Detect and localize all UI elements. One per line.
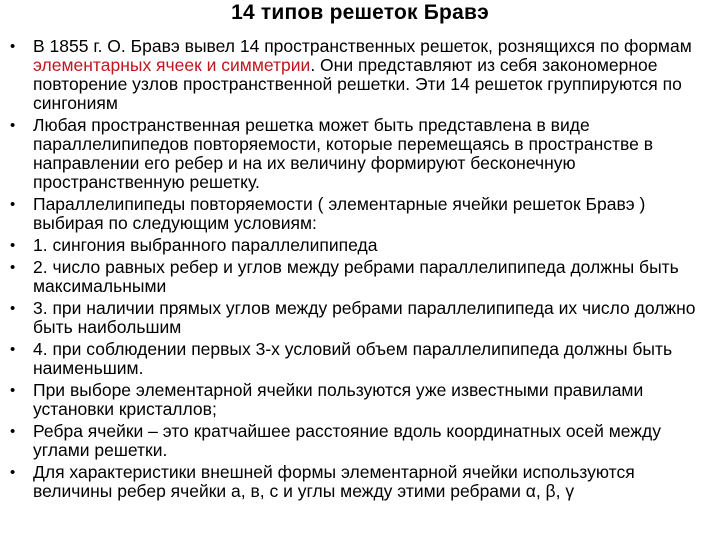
- bullet-text: 1. сингония выбранного параллелипипеда: [33, 235, 378, 255]
- highlighted-term: элементарных ячеек и симметрии: [33, 55, 311, 75]
- bullet-text: . Они представляют из себя закономерное повторение узлов пространственной решетки. Эти 14 решеток группируются по сингониям: [33, 55, 682, 113]
- bullet-dot-icon: •: [10, 423, 16, 440]
- bullet-item-crystal-setup-rules: [10, 381, 715, 419]
- bullet-dot-icon: •: [10, 38, 16, 55]
- bullet-text: Ребра ячейки – это кратчайшее расстояние вдоль координатных осей между углами решетки.: [33, 421, 661, 460]
- bullet-item-condition-2: [10, 258, 715, 296]
- bullet-dot-icon: •: [10, 237, 16, 254]
- bullet-text: 2. число равных ребер и углов между ребрами параллелипипеда должны быть максимальными: [33, 257, 679, 296]
- bullet-item-selection-conditions: [10, 195, 715, 233]
- bullet-item-lattices-intro: [10, 37, 715, 113]
- bullet-dot-icon: •: [10, 341, 16, 358]
- bullet-item-repeat-parallelepipeds: [10, 116, 715, 192]
- bullet-dot-icon: •: [10, 382, 16, 399]
- bullet-dot-icon: •: [10, 300, 16, 317]
- bullet-item-cell-parameters: [10, 463, 715, 501]
- bullet-item-cell-edges: [10, 422, 715, 460]
- bullet-dot-icon: •: [10, 259, 16, 276]
- bullet-text: Параллелипипеды повторяемости ( элементарные ячейки решеток Бравэ ) выбирая по следующим условиям:: [33, 194, 646, 233]
- bullet-item-condition-4: [10, 340, 715, 378]
- bullet-text: Для характеристики внешней формы элементарной ячейки используются величины ребер ячейки a, в, с и углы между этими ребрами α, β, γ: [33, 462, 635, 501]
- bullet-dot-icon: •: [10, 196, 16, 213]
- bullet-text: В 1855 г. О. Бравэ вывел 14 пространственных решеток, рознящихся по формам: [33, 36, 692, 56]
- bullet-text: При выборе элементарной ячейки пользуются уже известными правилами установки кристаллов;: [33, 380, 644, 419]
- bullet-dot-icon: •: [10, 117, 16, 134]
- slide-title: 14 типов решеток Бравэ: [231, 1, 489, 24]
- bullet-item-condition-1: [10, 236, 715, 255]
- bullet-text: 4. при соблюдении первых 3-х условий объем параллелипипеда должны быть наименьшим.: [33, 339, 673, 378]
- bullet-text: Любая пространственная решетка может быть представлена в виде параллелипипедов повторяемости, которые перемещаясь в пространстве в направлении его ребер и на их величину формируют бесконечную пространственную решетку.: [33, 115, 654, 192]
- bullet-text: 3. при наличии прямых углов между ребрами параллелипипеда их число должно быть наибольшим: [33, 298, 696, 337]
- bullet-dot-icon: •: [10, 464, 16, 481]
- bullet-item-condition-3: [10, 299, 715, 337]
- bullet-list: [10, 37, 715, 504]
